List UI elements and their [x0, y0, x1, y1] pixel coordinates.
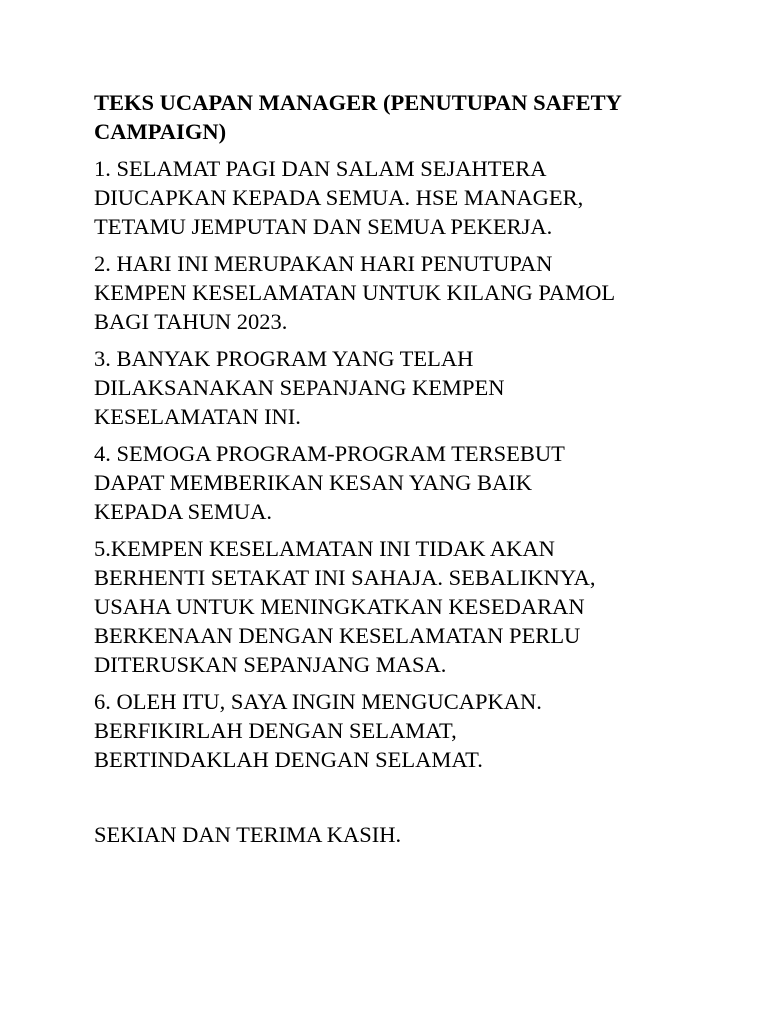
paragraph-5 [94, 534, 734, 679]
paragraph-line: 1. SELAMAT PAGI DAN SALAM SEJAHTERA [94, 156, 547, 181]
paragraph-3 [94, 344, 734, 431]
paragraph-line: DILAKSANAKAN SEPANJANG KEMPEN [94, 375, 505, 400]
paragraph-6 [94, 687, 734, 774]
paragraph-line: TETAMU JEMPUTAN DAN SEMUA PEKERJA. [94, 214, 553, 239]
paragraph-line: BERHENTI SETAKAT INI SAHAJA. SEBALIKNYA, [94, 565, 596, 590]
paragraph-line: BERFIKIRLAH DENGAN SELAMAT, [94, 718, 457, 743]
title-line: TEKS UCAPAN MANAGER (PENUTUPAN SAFETY [94, 90, 622, 115]
paragraph-line: USAHA UNTUK MENINGKATKAN KESEDARAN [94, 594, 585, 619]
document-title [94, 88, 734, 146]
paragraph-2 [94, 249, 734, 336]
paragraph-line: KEPADA SEMUA. [94, 499, 272, 524]
closing-statement [94, 820, 734, 849]
paragraph-4 [94, 439, 734, 526]
paragraph-line: KEMPEN KESELAMATAN UNTUK KILANG PAMOL [94, 280, 616, 305]
paragraph-line: 6. OLEH ITU, SAYA INGIN MENGUCAPKAN. [94, 689, 542, 714]
paragraph-line: BERKENAAN DENGAN KESELAMATAN PERLU [94, 623, 581, 648]
paragraph-1 [94, 154, 734, 241]
paragraph-line: 4. SEMOGA PROGRAM-PROGRAM TERSEBUT [94, 441, 565, 466]
paragraph-line: BAGI TAHUN 2023. [94, 309, 288, 334]
paragraph-line: 5.KEMPEN KESELAMATAN INI TIDAK AKAN [94, 536, 555, 561]
document-body [94, 88, 734, 857]
title-line: CAMPAIGN) [94, 119, 227, 144]
paragraph-line: 2. HARI INI MERUPAKAN HARI PENUTUPAN [94, 251, 553, 276]
blank-line [94, 782, 734, 820]
paragraph-line: DITERUSKAN SEPANJANG MASA. [94, 652, 447, 677]
paragraph-line: DIUCAPKAN KEPADA SEMUA. HSE MANAGER, [94, 185, 584, 210]
paragraph-line: BERTINDAKLAH DENGAN SELAMAT. [94, 747, 483, 772]
paragraph-line: KESELAMATAN INI. [94, 404, 301, 429]
paragraph-line: 3. BANYAK PROGRAM YANG TELAH [94, 346, 474, 371]
paragraph-line: DAPAT MEMBERIKAN KESAN YANG BAIK [94, 470, 532, 495]
closing-line: SEKIAN DAN TERIMA KASIH. [94, 822, 402, 847]
